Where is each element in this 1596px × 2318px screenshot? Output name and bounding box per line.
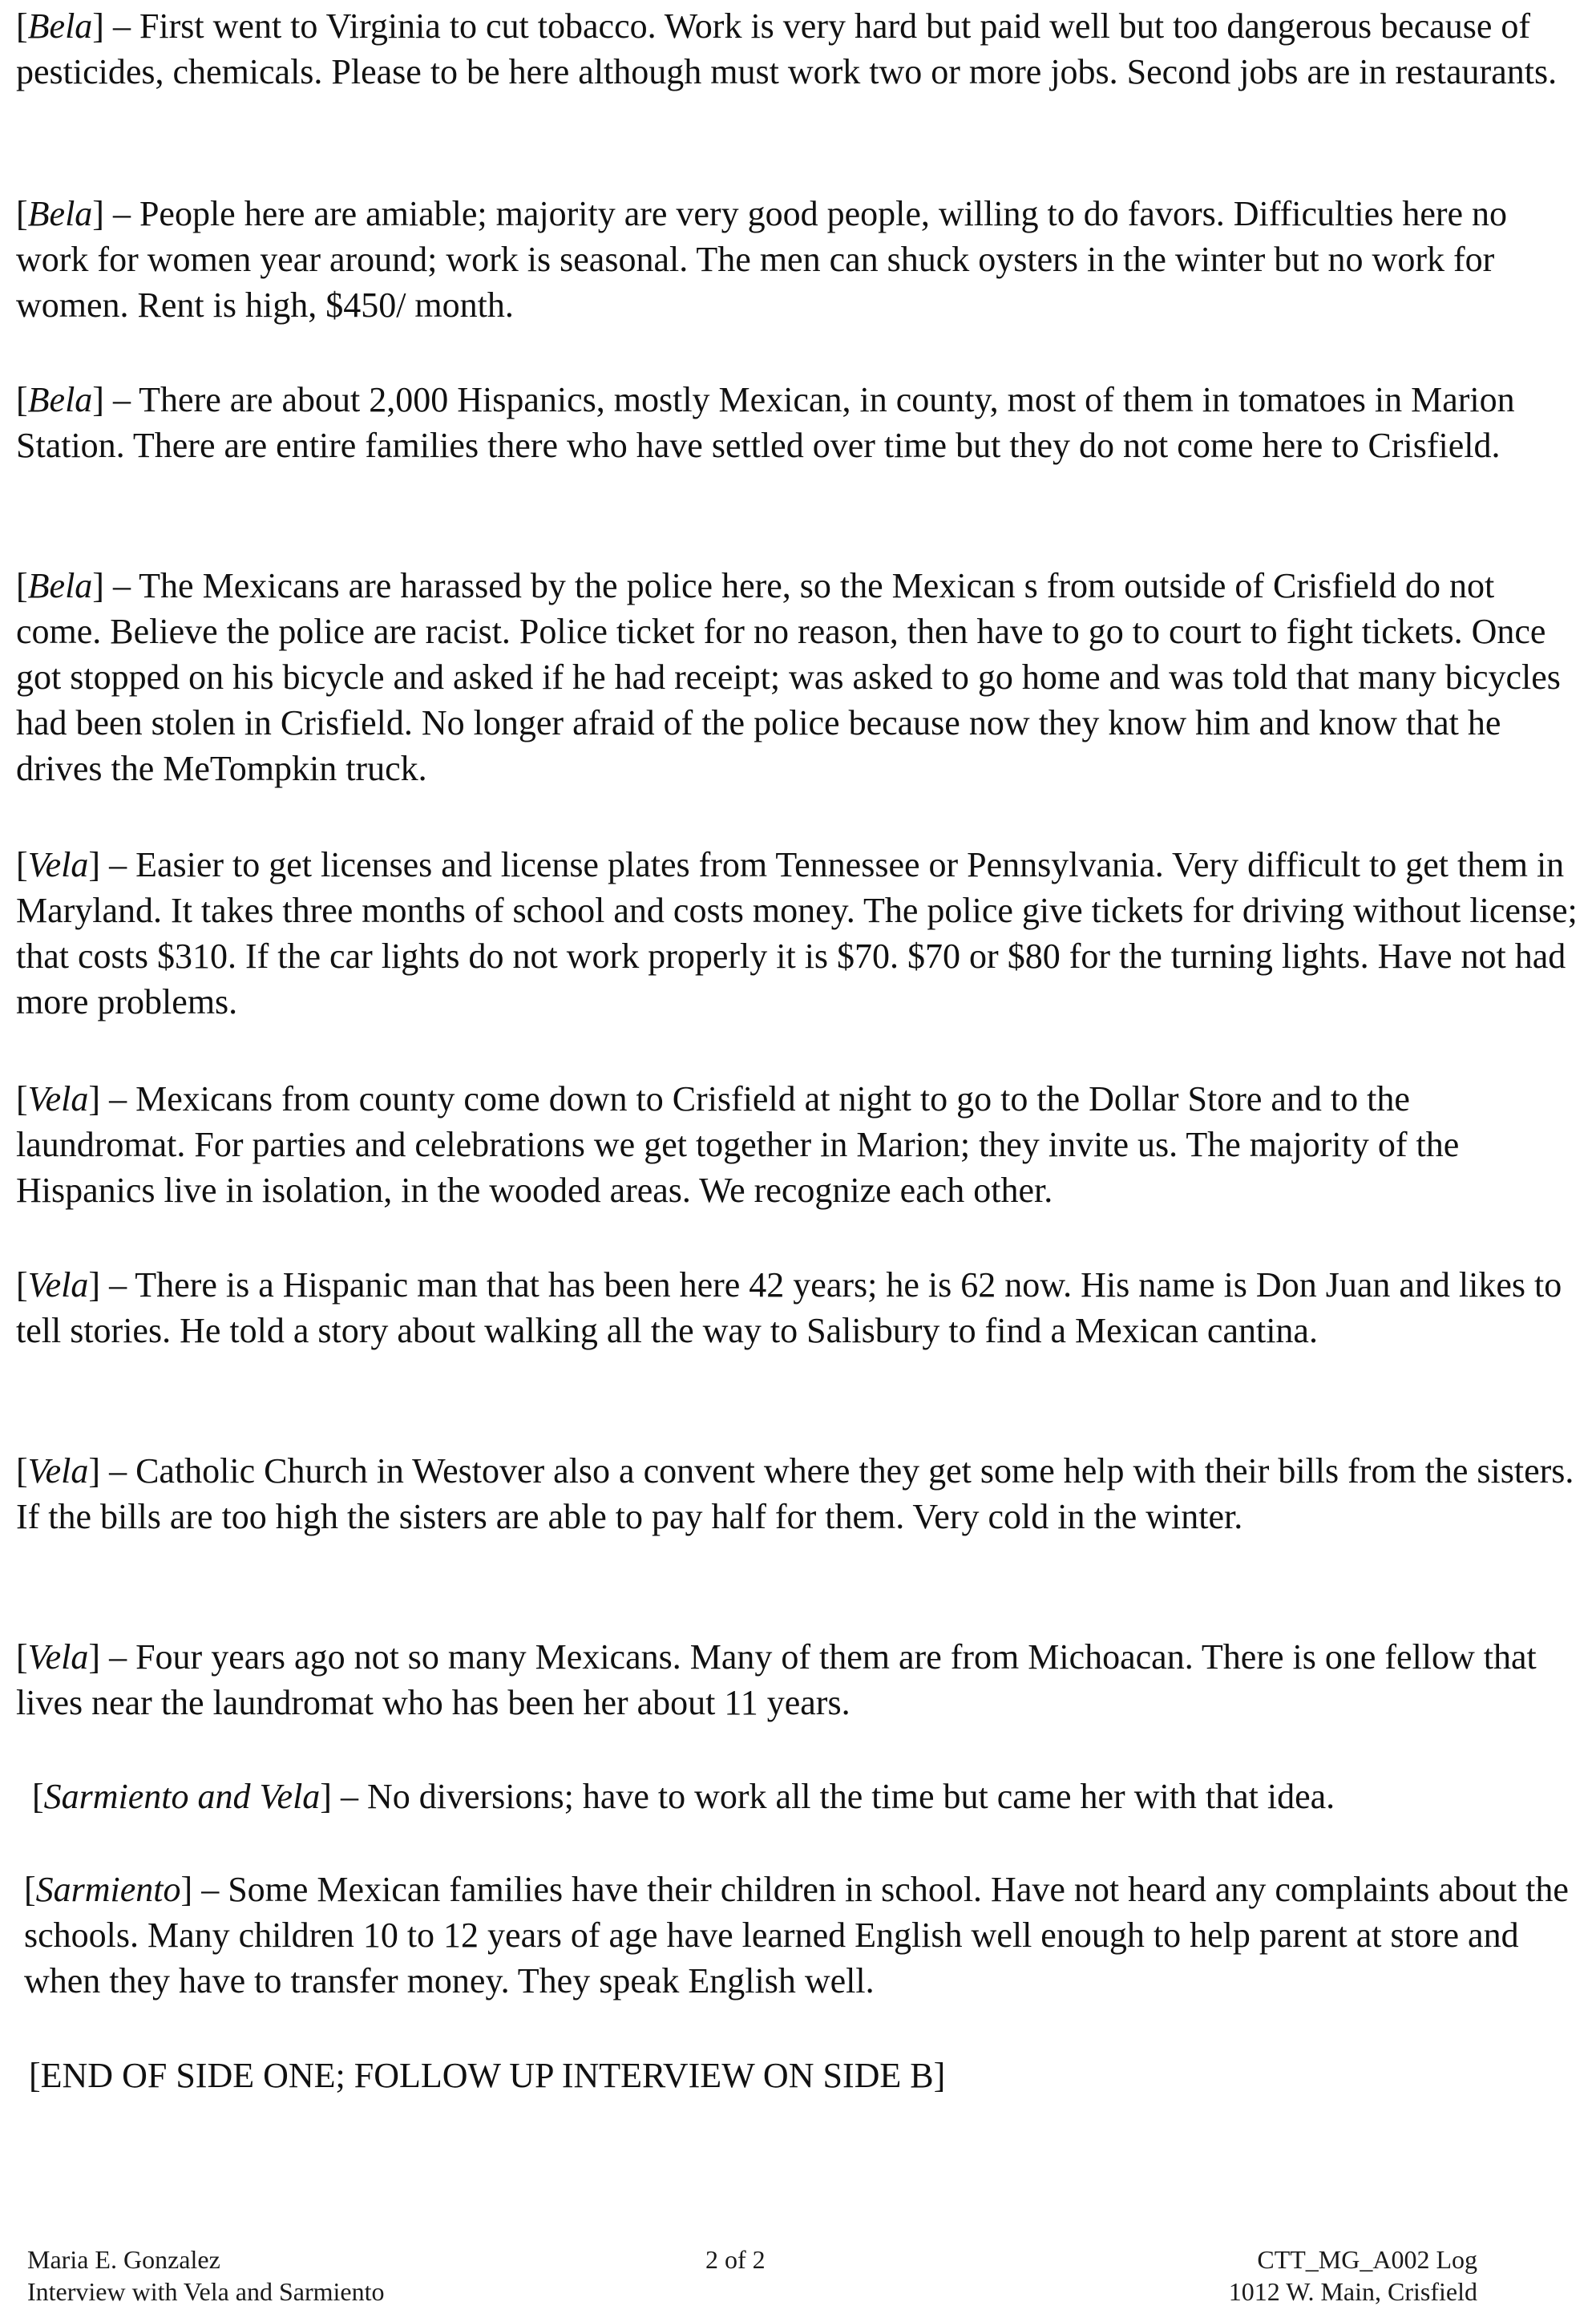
entry-text: – Easier to get licenses and license plates from Tennessee or Pennsylvania. Very difficult to get them in Maryland. It takes three months of school and costs money. The police give tickets for driving without license; that costs $310. If the car lights do not work properly it is $70. $70 or $80 for the turning lights. Have not had more problems. (16, 845, 1578, 1021)
entry-bela-3: [Bela] – There are about 2,000 Hispanics, mostly Mexican, in county, most of them in tomatoes in Marion Station. There are entire families there who have settled over time but they do not come here to Crisfield. (16, 380, 1515, 465)
entry-bela-2: [Bela] – People here are amiable; majority are very good people, willing to do favors. Difficulties here no work for women year around; work is seasonal. The men can shuck oysters in the winter but no work for women. Rent is high, $450/ month. (16, 194, 1508, 325)
speaker-name: Vela (27, 1637, 89, 1677)
entry-text: – No diversions; have to work all the time but came her with that idea. (331, 1777, 1335, 1816)
entry-text: – People here are amiable; majority are very good people, willing to do favors. Difficulties here no work for women year around; work is seasonal. The men can shuck oysters in the winter but no work for women. Rent is high, $450/ month. (16, 194, 1508, 325)
entry-text: – The Mexicans are harassed by the police here, so the Mexican s from outside of Crisfield do not come. Believe the police are racist. Police ticket for no reason, then have to go to court to fight tickets. Once got stopped on his bicycle and asked if he had receipt; was asked to go home and was told that many bicycles had been stolen in Crisfield. No longer afraid of the police because now they know him and know that he drives the MeTompkin truck. (16, 566, 1561, 788)
entry-vela-2: [Vela] – Mexicans from county come down to Crisfield at night to go to the Dollar Store and to the laundromat. For parties and celebrations we get together in Marion; they invite us. The majority of the Hispanics live in isolation, in the wooded areas. We recognize each other. (16, 1079, 1460, 1210)
footer-log-id: CTT_MG_A002 Log (1257, 2245, 1477, 2274)
entry-text: – Some Mexican families have their children in school. Have not heard any complaints about the schools. Many children 10 to 12 years of age have learned English well enough to help parent at store and when they have to transfer money. They speak English well. (24, 1870, 1569, 2000)
footer-log-info (1229, 2243, 1477, 2308)
entry-sarmiento: [Sarmiento] – Some Mexican families have their children in school. Have not heard any complaints about the schools. Many children 10 to 12 years of age have learned English well enough to help parent at store and when they have to transfer money. They speak English well. (24, 1870, 1569, 2000)
end-of-side-note: [END OF SIDE ONE; FOLLOW UP INTERVIEW ON SIDE B] (29, 2056, 946, 2095)
speaker-name: Bela (27, 380, 93, 419)
speaker-name: Sarmiento and Vela (43, 1777, 321, 1816)
footer-interview-title: Interview with Vela and Sarmiento (27, 2277, 385, 2306)
footer-page-number: 2 of 2 (705, 2245, 766, 2274)
entry-text: – Four years ago not so many Mexicans. Many of them are from Michoacan. There is one fellow that lives near the laundromat who has been her about 11 years. (16, 1637, 1537, 1722)
entry-vela-4: [Vela] – Catholic Church in Westover also a convent where they get some help with their bills from the sisters. If the bills are too high the sisters are able to pay half for them. Very cold in the winter. (16, 1451, 1574, 1536)
entry-bela-1: [Bela] – First went to Virginia to cut tobacco. Work is very hard but paid well but too dangerous because of pesticides, chemicals. Please to be here although must work two or more jobs. Second jobs are in restaurants. (16, 6, 1558, 91)
entry-bela-4: [Bela] – The Mexicans are harassed by the police here, so the Mexican s from outside of Crisfield do not come. Believe the police are racist. Police ticket for no reason, then have to go to court to fight tickets. Once got stopped on his bicycle and asked if he had receipt; was asked to go home and was told that many bicycles had been stolen in Crisfield. No longer afraid of the police because now they know him and know that he drives the MeTompkin truck. (16, 566, 1561, 788)
speaker-name: Vela (27, 1265, 89, 1305)
entry-text: – There are about 2,000 Hispanics, mostly Mexican, in county, most of them in tomatoes in Marion Station. There are entire families there who have settled over time but they do not come here to Crisfield. (16, 380, 1515, 465)
speaker-name: Bela (27, 566, 93, 605)
speaker-name: Vela (27, 1451, 89, 1491)
entry-text: – Mexicans from county come down to Crisfield at night to go to the Dollar Store and to the laundromat. For parties and celebrations we get together in Marion; they invite us. The majority of the Hispanics live in isolation, in the wooded areas. We recognize each other. (16, 1079, 1460, 1210)
footer-author-name: Maria E. Gonzalez (27, 2245, 220, 2274)
speaker-name: Sarmiento (35, 1870, 181, 1909)
footer-author (27, 2243, 385, 2308)
entry-text: – There is a Hispanic man that has been here 42 years; he is 62 now. His name is Don Juan and likes to tell stories. He told a story about walking all the way to Salisbury to find a Mexican cantina. (16, 1265, 1562, 1350)
entry-text: – First went to Virginia to cut tobacco. Work is very hard but paid well but too dangerous because of pesticides, chemicals. Please to be here although must work two or more jobs. Second jobs are in restaurants. (16, 6, 1558, 91)
speaker-name: Bela (27, 6, 93, 46)
entry-vela-3: [Vela] – There is a Hispanic man that has been here 42 years; he is 62 now. His name is Don Juan and likes to tell stories. He told a story about walking all the way to Salisbury to find a Mexican cantina. (16, 1265, 1562, 1350)
entry-text: – Catholic Church in Westover also a convent where they get some help with their bills from the sisters. If the bills are too high the sisters are able to pay half for them. Very cold in the winter. (16, 1451, 1574, 1536)
speaker-name: Vela (27, 845, 89, 884)
entry-vela-5: [Vela] – Four years ago not so many Mexicans. Many of them are from Michoacan. There is one fellow that lives near the laundromat who has been her about 11 years. (16, 1637, 1537, 1722)
entry-vela-1: [Vela] – Easier to get licenses and license plates from Tennessee or Pennsylvania. Very difficult to get them in Maryland. It takes three months of school and costs money. The police give tickets for driving without license; that costs $310. If the car lights do not work properly it is $70. $70 or $80 for the turning lights. Have not had more problems. (16, 845, 1578, 1021)
entry-sarmiento-and-vela: [Sarmiento and Vela] – No diversions; have to work all the time but came her with that idea. (32, 1777, 1335, 1816)
footer-address: 1012 W. Main, Crisfield (1228, 2277, 1477, 2306)
speaker-name: Bela (27, 194, 93, 233)
speaker-name: Vela (27, 1079, 89, 1119)
